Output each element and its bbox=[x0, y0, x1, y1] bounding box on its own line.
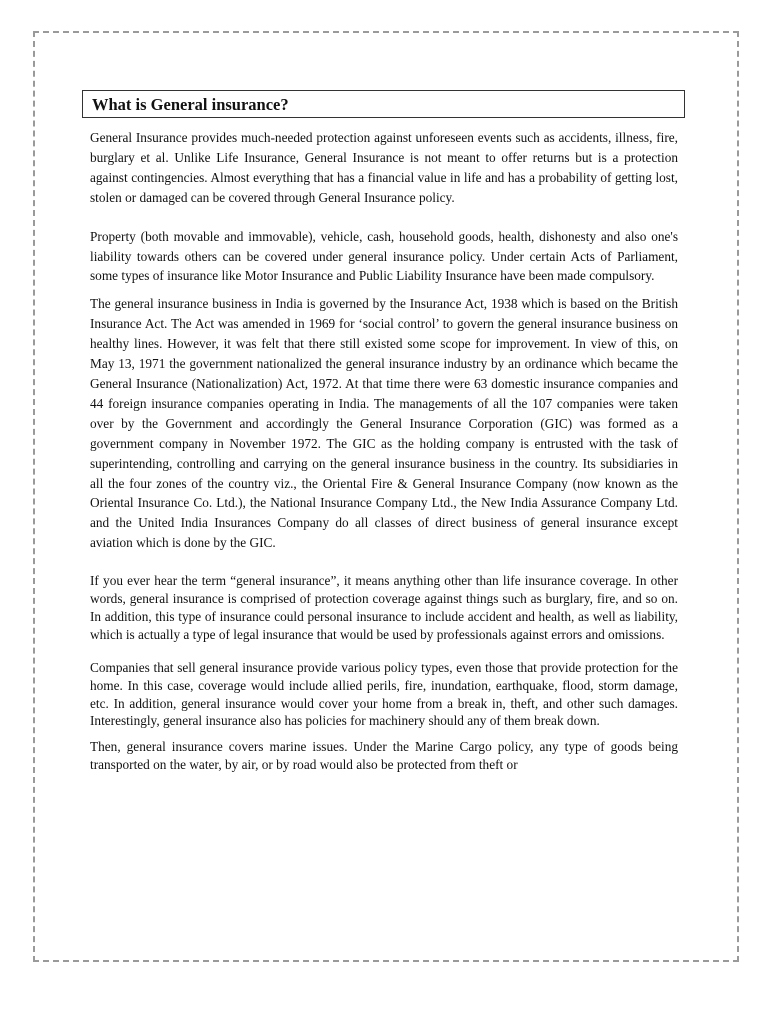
document-body bbox=[90, 128, 678, 774]
title-box bbox=[82, 90, 685, 118]
paragraph-coverage: Property (both movable and immovable), vehicle, cash, household goods, health, dishonesty and also one's liability towards others can be covered under general insurance policy. Under certain Acts of Parliament, some types of insurance like Motor Insurance and Public Liability Insurance have been made compulsory. bbox=[90, 228, 678, 284]
paragraph-definition: If you ever hear the term “general insurance”, it means anything other than life insurance coverage. In other words, general insurance is comprised of protection coverage against things such as burglary, fire, and so on. In addition, this type of insurance could personal insurance to include accident and health, as well as liability, which is actually a type of legal insurance that would be used by professionals against errors and omissions. bbox=[90, 573, 678, 642]
paragraph-marine: Then, general insurance covers marine issues. Under the Marine Cargo policy, any type of goods being transported on the water, by air, or by road would also be protected from theft or bbox=[90, 738, 678, 772]
paragraph-intro: General Insurance provides much-needed protection against unforeseen events such as accidents, illness, fire, burglary et al. Unlike Life Insurance, General Insurance is not meant to offer returns but is a protection against contingencies. Almost everything that has a financial value in life and has a probability of getting lost, stolen or damaged can be covered through General Insurance policy. bbox=[90, 130, 678, 205]
paragraph-policy-types: Companies that sell general insurance provide various policy types, even those that provide protection for the home. In this case, coverage would include allied perils, fire, inundation, earthquake, flood, storm damage, etc. In addition, general insurance would cover your home from a break in, theft, and other such damages. Interestingly, general insurance also has policies for machinery should any of them break down. bbox=[90, 660, 678, 729]
page-title: What is General insurance? bbox=[92, 95, 289, 114]
paragraph-history: The general insurance business in India is governed by the Insurance Act, 1938 which is based on the British Insurance Act. The Act was amended in 1969 for ‘social control’ to govern the general insurance business on healthy lines. However, it was felt that there still existed some scope for improvement. In view of this, on May 13, 1971 the government nationalized the general insurance industry by an ordinance which became the General Insurance (Nationalization) Act, 1972. At that time there were 63 domestic insurance companies and 44 foreign insurance companies operating in India. The managements of all the 107 companies were taken over by the Government and accordingly the General Insurance Corporation (GIC) was formed as a government company in November 1972. The GIC as the holding company is entrusted with the task of superintending, controlling and carrying on the general insurance business in the country. Its subsidiaries in all the four zones of the country viz., the Oriental Fire & General Insurance Company (now known as the Oriental Insurance Co. Ltd.), the National Insurance Company Ltd., the New India Assurance Company Ltd. and the United India Insurances Company do all classes of direct business of general insurance except aviation which is done by the GIC. bbox=[90, 296, 678, 551]
